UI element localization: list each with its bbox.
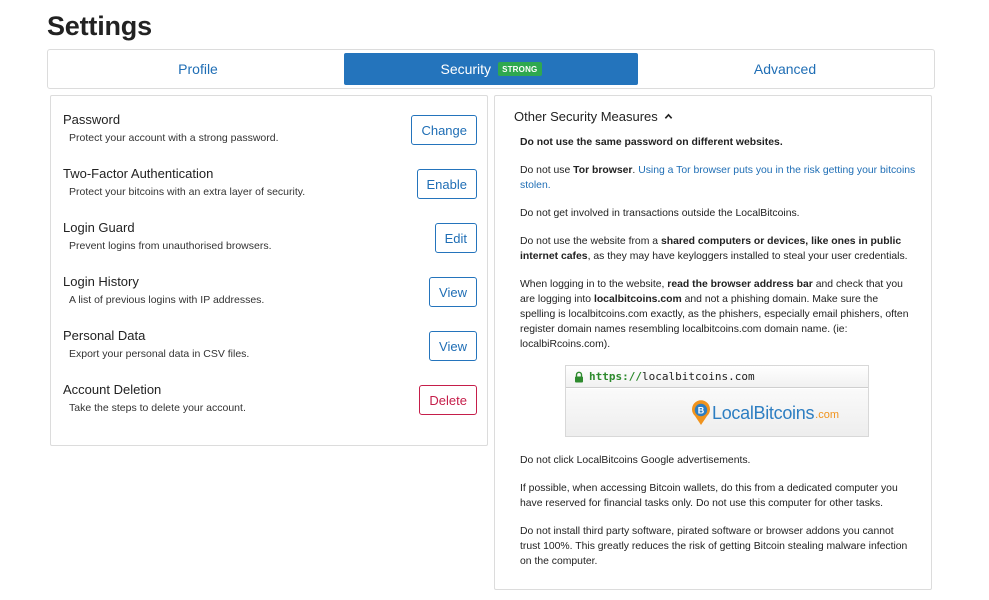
tab-advanced[interactable] <box>638 53 932 85</box>
security-measures-body <box>520 135 916 582</box>
tab-profile[interactable] <box>51 53 345 85</box>
security-measures-toggle[interactable] <box>514 109 673 124</box>
tab-security-label: Security <box>440 61 492 77</box>
measure-outside-transactions: Do not get involved in transactions outside the LocalBitcoins. <box>520 208 800 219</box>
password-item <box>63 112 477 166</box>
tab-advanced-label: Advanced <box>753 61 817 77</box>
address-bar-example-image <box>565 365 869 437</box>
security-settings-panel <box>50 95 488 446</box>
lock-icon <box>574 371 584 383</box>
login-history-title: Login History <box>63 274 139 289</box>
edit-login-guard-button[interactable]: Edit <box>435 223 477 253</box>
chevron-up-icon <box>664 112 673 121</box>
change-password-button[interactable]: Change <box>411 115 477 145</box>
account-deletion-item <box>63 382 477 436</box>
security-measures-panel <box>494 95 932 590</box>
account-deletion-title: Account Deletion <box>63 382 162 397</box>
login-history-desc: A list of previous logins with IP addresses. <box>69 294 265 306</box>
password-desc: Protect your account with a strong password. <box>69 132 279 144</box>
two-factor-desc: Protect your bitcoins with an extra layer of security. <box>69 186 306 198</box>
measure-dedicated-computer: If possible, when accessing Bitcoin wallets, do this from a dedicated computer you have reserved for financial tasks only. Do not use this computer for other tasks. <box>520 483 898 509</box>
tab-security[interactable] <box>344 53 638 85</box>
localbitcoins-logo: B LocalBitcoins .com <box>690 400 839 426</box>
personal-data-desc: Export your personal data in CSV files. <box>69 348 250 360</box>
two-factor-title: Two-Factor Authentication <box>63 166 214 181</box>
measure-address-bar: When logging in to the website, read the browser address bar and check that you are logging into localbitcoins.com and not a phishing domain. Make sure the spelling is localbitcoins.com exactly, as the phishers, especially email phishers, often register domain names resembling localbitcoins.com domain name. (ie: localbiRcoins.com). <box>520 279 909 350</box>
delete-account-button[interactable]: Delete <box>419 385 477 415</box>
tor-risk-link[interactable]: Using a Tor browser puts you in the risk getting your bitcoins stolen. <box>520 165 916 191</box>
view-login-history-button[interactable]: View <box>429 277 477 307</box>
bitcoin-pin-icon <box>690 400 712 426</box>
security-measures-heading: Other Security Measures <box>514 109 658 124</box>
page-title: Settings <box>47 11 152 41</box>
login-guard-item <box>63 220 477 274</box>
measure-shared-computers: Do not use the website from a shared computers or devices, like ones in public internet cafes, as they may have keyloggers installed to steal your user credentials. <box>520 236 908 262</box>
personal-data-item <box>63 328 477 382</box>
measure-google-ads: Do not click LocalBitcoins Google advertisements. <box>520 455 751 466</box>
tab-profile-label: Profile <box>178 61 218 77</box>
login-guard-title: Login Guard <box>63 220 135 235</box>
address-bar-mock: https:// localbitcoins.com <box>566 366 868 388</box>
account-deletion-desc: Take the steps to delete your account. <box>69 402 246 414</box>
measure-tor: Do not use Tor browser. Using a Tor browser puts you in the risk getting your bitcoins stolen. <box>520 165 916 191</box>
measure-password-reuse: Do not use the same password on different websites. <box>520 137 783 148</box>
two-factor-item <box>63 166 477 220</box>
password-title: Password <box>63 112 121 127</box>
measure-third-party-software: Do not install third party software, pirated software or browser addons you cannot trust 100%. This greatly reduces the risk of getting Bitcoin stealing malware infection on the computer. <box>520 526 908 567</box>
settings-tabs <box>47 49 935 89</box>
login-history-item <box>63 274 477 328</box>
strength-badge: STRONG <box>498 62 541 76</box>
view-personal-data-button[interactable]: View <box>429 331 477 361</box>
svg-text:B: B <box>697 405 705 416</box>
personal-data-title: Personal Data <box>63 328 146 343</box>
enable-two-factor-button[interactable]: Enable <box>417 169 477 199</box>
login-guard-desc: Prevent logins from unauthorised browsers. <box>69 240 272 252</box>
